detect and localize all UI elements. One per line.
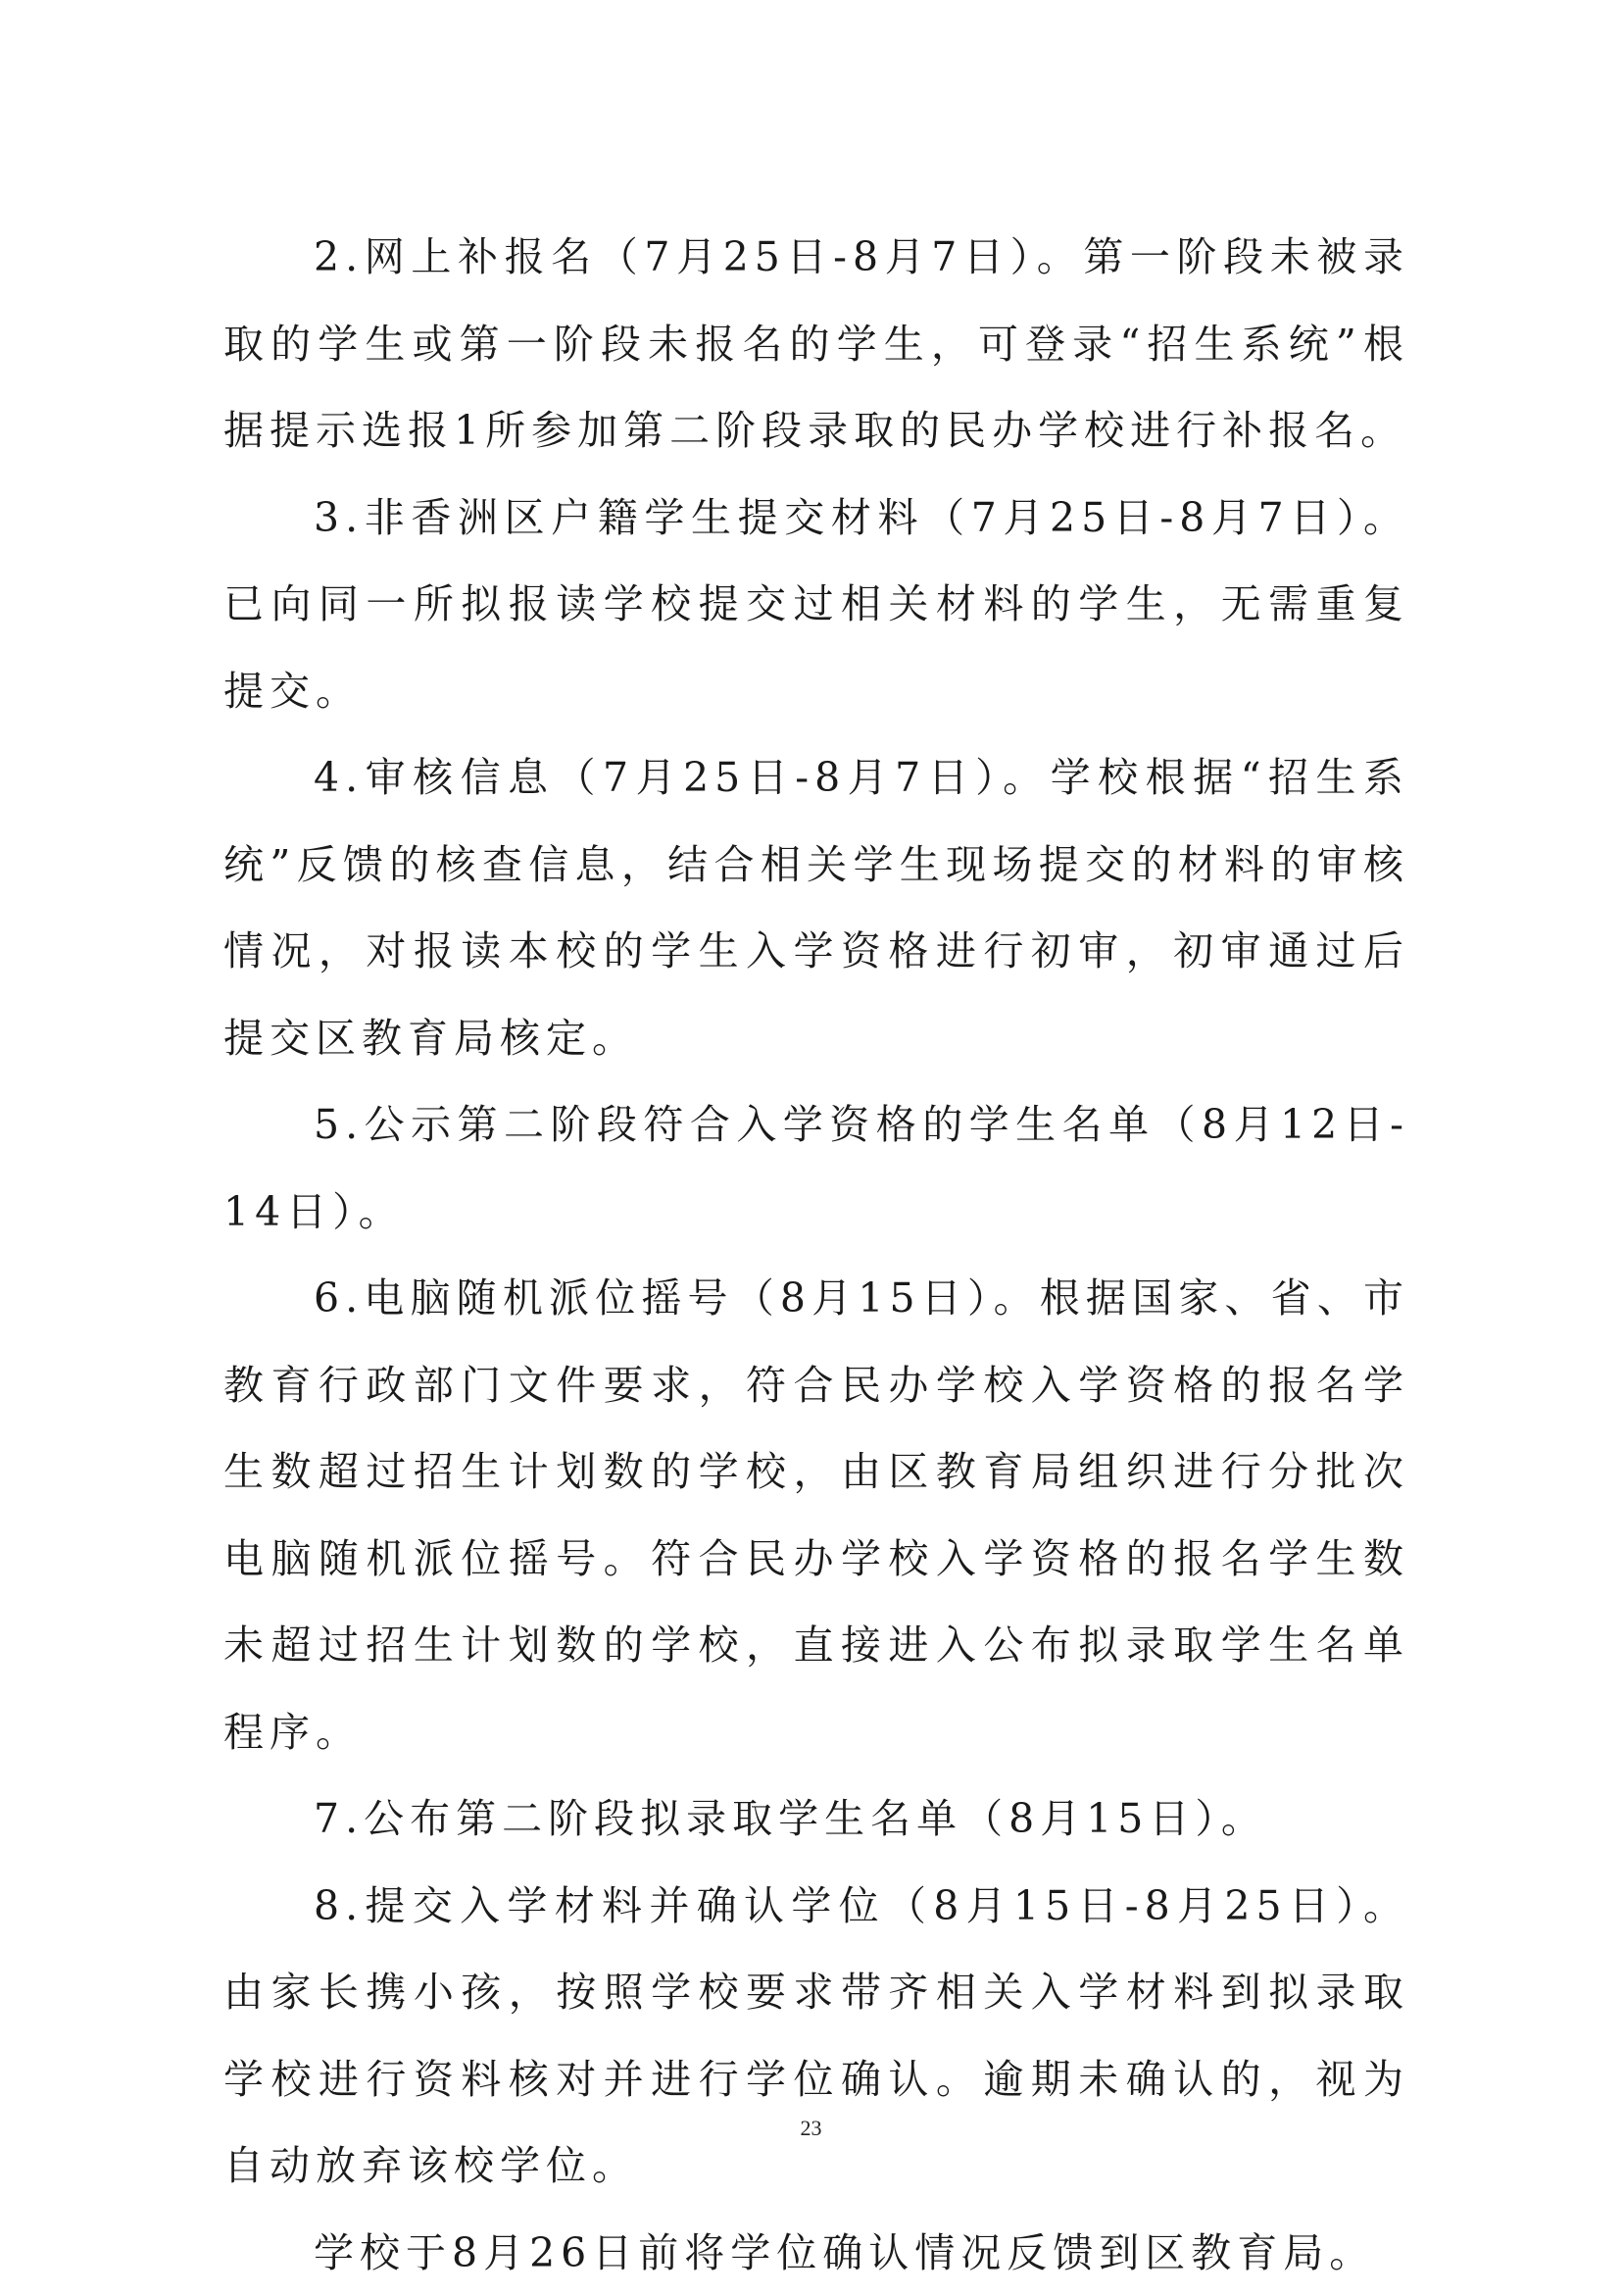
paragraph-publicize-list: 5.公示第二阶段符合入学资格的学生名单（8月12日-14日）。 [223,1081,1409,1255]
paragraph-confirm-place: 8.提交入学材料并确认学位（8月15日-8月25日）。由家长携小孩，按照学校要求带齐相关入学材料到拟录取学校进行资料核对并进行学位确认。逾期未确认的，视为自动放弃该校学位。 [223,1863,1409,2210]
paragraph-publish-admission-list: 7.公布第二阶段拟录取学生名单（8月15日）。 [223,1775,1409,1863]
paragraph-review-information: 4.审核信息（7月25日-8月7日）。学校根据“招生系统”反馈的核查信息，结合相关学生现场提交的材料的审核情况，对报读本校的学生入学资格进行初审，初审通过后提交区教育局核定。 [223,734,1409,1081]
page-number: 23 [0,2116,1622,2141]
paragraph-online-supplementary-registration: 2.网上补报名（7月25日-8月7日）。第一阶段未被录取的学生或第一阶段未报名的学生，可登录“招生系统”根据提示选报1所参加第二阶段录取的民办学校进行补报名。 [223,214,1409,474]
paragraph-feedback: 学校于8月26日前将学位确认情况反馈到区教育局。 [223,2210,1409,2296]
paragraph-non-local-materials: 3.非香洲区户籍学生提交材料（7月25日-8月7日）。已向同一所拟报读学校提交过相关材料的学生，无需重复提交。 [223,474,1409,735]
paragraph-lottery: 6.电脑随机派位摇号（8月15日）。根据国家、省、市教育行政部门文件要求，符合民办学校入学资格的报名学生数超过招生计划数的学校，由区教育局组织进行分批次电脑随机派位摇号。符合民办学校入学资格的报名学生数未超过招生计划数的学校，直接进入公布拟录取学生名单程序。 [223,1255,1409,1775]
body-text [223,214,1409,2296]
